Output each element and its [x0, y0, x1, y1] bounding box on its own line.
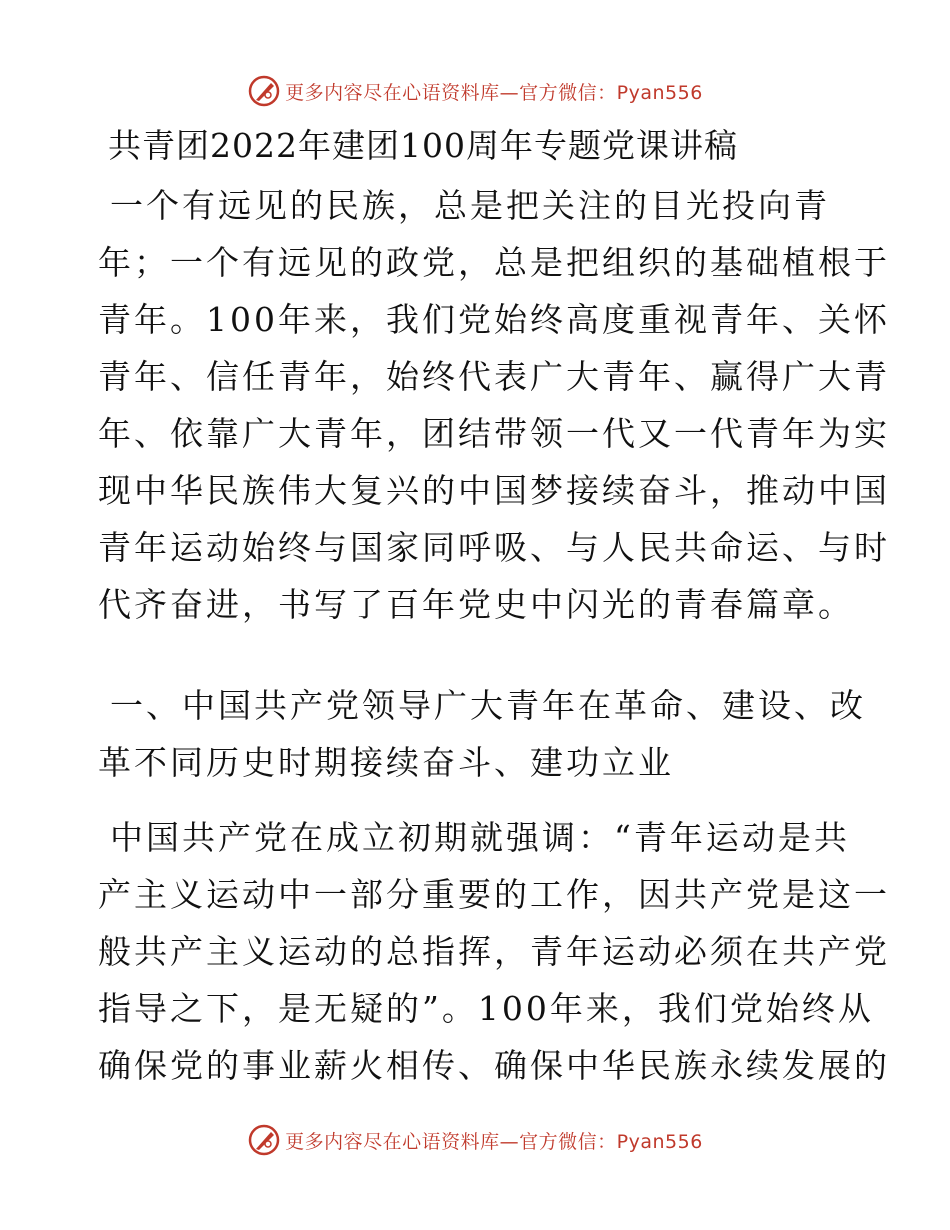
text-line: 般共产主义运动的总指挥，青年运动必须在共产党	[98, 932, 890, 971]
text-line: 现中华民族伟大复兴的中国梦接续奋斗，推动中国	[98, 471, 890, 510]
header-watermark	[0, 71, 950, 111]
footer-watermark	[0, 1120, 950, 1160]
quill-circle-logo-icon	[247, 74, 281, 108]
text-line: 青年运动始终与国家同呼吸、与人民共命运、与时	[98, 528, 890, 567]
document-title: 共青团2022年建团100周年专题党课讲稿	[108, 126, 738, 165]
text-line: 一、中国共产党领导广大青年在革命、建设、改	[110, 686, 866, 725]
text-line: 青年。100年来，我们党始终高度重视青年、关怀	[98, 300, 890, 339]
text-line: 中国共产党在成立初期就强调：“青年运动是共	[110, 818, 850, 857]
text-line: 代齐奋进，书写了百年党史中闪光的青春篇章。	[98, 585, 854, 624]
watermark-text: 更多内容尽在心语资料库—官方微信：Pyan556	[285, 1130, 703, 1153]
paragraph-section-1	[98, 809, 890, 1094]
text-line: 年、依靠广大青年，团结带领一代又一代青年为实	[98, 414, 890, 453]
text-line: 指导之下，是无疑的”。100年来，我们党始终从	[98, 989, 874, 1028]
text-line: 年；一个有远见的政党，总是把组织的基础植根于	[98, 243, 890, 282]
quill-circle-logo-icon	[247, 1123, 281, 1157]
watermark-text: 更多内容尽在心语资料库—官方微信：Pyan556	[285, 81, 703, 104]
text-line: 一个有远见的民族，总是把关注的目光投向青	[110, 186, 830, 225]
text-line: 青年、信任青年，始终代表广大青年、赢得广大青	[98, 357, 890, 396]
text-line: 革不同历史时期接续奋斗、建功立业	[98, 743, 674, 782]
section-heading-1	[98, 677, 866, 791]
text-line: 确保党的事业薪火相传、确保中华民族永续发展的	[98, 1046, 890, 1085]
text-line: 产主义运动中一部分重要的工作，因共产党是这一	[98, 875, 890, 914]
paragraph-intro	[98, 177, 890, 633]
